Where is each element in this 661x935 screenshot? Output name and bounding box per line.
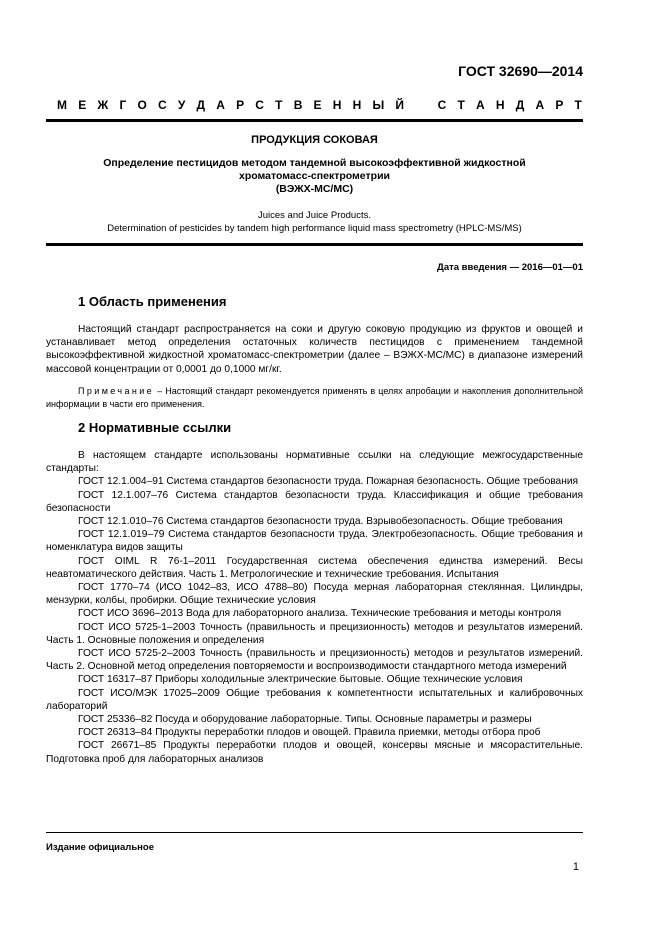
heading-letter: Т [574,98,582,112]
title-divider [46,243,583,246]
footer-divider [46,832,583,833]
section-1-paragraph: Настоящий стандарт распространяется на соки и другую соковую продукцию из фруктов и овощей и устанавливает метод определения остаточных количеств пестицидов с применением тандемной высокоэффективной жидкостной хроматомасс-спектрометрии (далее – ВЭЖХ-МС/МС) в диапазоне измерений массовой концентрации от 0,0001 до 0,1000 мг/кг. [46,324,583,375]
english-title-line: Determination of pesticides by tandem high performance liquid mass spectrometry (HPLC-MS/MS) [107,223,522,234]
document-code: ГОСТ 32690—2014 [458,63,583,79]
subtitle-line: хроматомасс-спектрометрии [239,170,390,182]
section-2-heading: 2 Нормативные ссылки [78,420,232,435]
heading-letter: М [57,98,67,112]
heading-letter: С [437,98,447,112]
reference-item: ГОСТ 12.1.007–76 Система стандартов безопасности труда. Классификация и общие требования безопасности [46,489,583,514]
reference-intro: В настоящем стандарте использованы нормативные ссылки на следующие межгосударственные стандарты: [46,450,583,475]
heading-letter: О [137,98,147,112]
interstate-standard-heading [57,98,582,112]
section-1-heading: 1 Область применения [78,294,227,309]
english-title-line: Juices and Juice Products. [257,210,371,221]
note-label: Примечание [78,386,155,396]
heading-letter: Е [313,98,322,112]
reference-item: ГОСТ 26671–85 Продукты переработки плодов и овощей, консервы мясные и мясорастительные. Подготовка проб для лабораторных анализов [46,740,583,765]
product-title: ПРОДУКЦИЯ СОКОВАЯ [251,134,378,146]
subtitle-line: (ВЭЖХ-МС/МС) [275,183,354,195]
introduction-date: Дата введения — 2016—01—01 [437,262,583,273]
reference-item: ГОСТ 12.1.019–79 Система стандартов безопасности труда. Электробезопасность. Общие требования и номенклатура видов защиты [46,529,583,554]
heading-letter: Й [395,98,405,112]
heading-letter: Н [332,98,342,112]
heading-letter: У [177,98,186,112]
section-1-note [46,385,583,410]
reference-item: ГОСТ OIML R 76-1–2011 Государственная система обеспечения единства измерений. Весы неавтоматического действия. Часть 1. Метрологические и технические требования. Испытания [46,555,583,580]
reference-item: ГОСТ ИСО 3696–2013 Вода для лабораторного анализа. Технические требования и методы контроля [78,608,562,620]
heading-letter: Г [119,98,127,112]
heading-letter: Д [196,98,206,112]
document-subtitle [46,157,583,196]
subtitle-line: Определение пестицидов методом тандемной высокоэффективной жидкостной [103,157,526,169]
reference-item: ГОСТ 1770–74 (ИСО 1042–83, ИСО 4788–80) Посуда мерная лабораторная стеклянная. Цилиндры, мензурки, колбы, пробирки. Общие технические условия [46,582,583,607]
heading-letter: Н [495,98,505,112]
reference-item: ГОСТ 16317–87 Приборы холодильные электрические бытовые. Общие технические условия [78,674,523,686]
reference-item: ГОСТ ИСО/МЭК 17025–2009 Общие требования к компетентности испытательных и калибровочных лабораторий [46,687,583,712]
reference-item: ГОСТ ИСО 5725-1–2003 Точность (правильность и прецизионность) методов и результатов измерений. Часть 1. Основные положения и определения [46,621,583,646]
heading-letter: А [535,98,545,112]
heading-letter: Ж [97,98,109,112]
english-title [46,209,583,235]
heading-letter: В [293,98,303,112]
reference-item: ГОСТ 26313–84 Продукты переработки плодов и овощей. Правила приемки, методы отбора проб [78,727,541,739]
heading-letter: Е [78,98,87,112]
heading-letter: А [475,98,485,112]
heading-letter: Д [515,98,525,112]
heading-letter: Р [236,98,245,112]
reference-item: ГОСТ ИСО 5725-2–2003 Точность (правильность и прецизионность) методов и результатов измерений. Часть 2. Основной метод определения повторяемости и воспроизводимости стандартного метода измерений [46,648,583,673]
heading-letter: Т [275,98,283,112]
reference-item: ГОСТ 12.1.010–76 Система стандартов безопасности труда. Взрывобезопасность. Общие требования [78,516,563,528]
header-divider [46,119,583,122]
heading-letter: С [255,98,264,112]
edition-label: Издание официальное [46,842,154,853]
heading-letter: Ы [372,98,385,112]
heading-letter: С [157,98,167,112]
normative-references-list [46,449,583,766]
reference-item: ГОСТ 25336–82 Посуда и оборудование лабораторные. Типы. Основные параметры и размеры [78,714,532,726]
heading-letter: Н [352,98,362,112]
heading-letter: Р [555,98,564,112]
page-number: 1 [572,861,579,873]
note-text: – Настоящий стандарт рекомендуется применять в целях апробации и накопления дополнительной информации в части его применения. [46,386,583,409]
reference-item: ГОСТ 12.1.004–91 Система стандартов безопасности труда. Пожарная безопасность. Общие требования [78,476,579,488]
heading-letter: Т [457,98,465,112]
heading-letter: А [216,98,225,112]
